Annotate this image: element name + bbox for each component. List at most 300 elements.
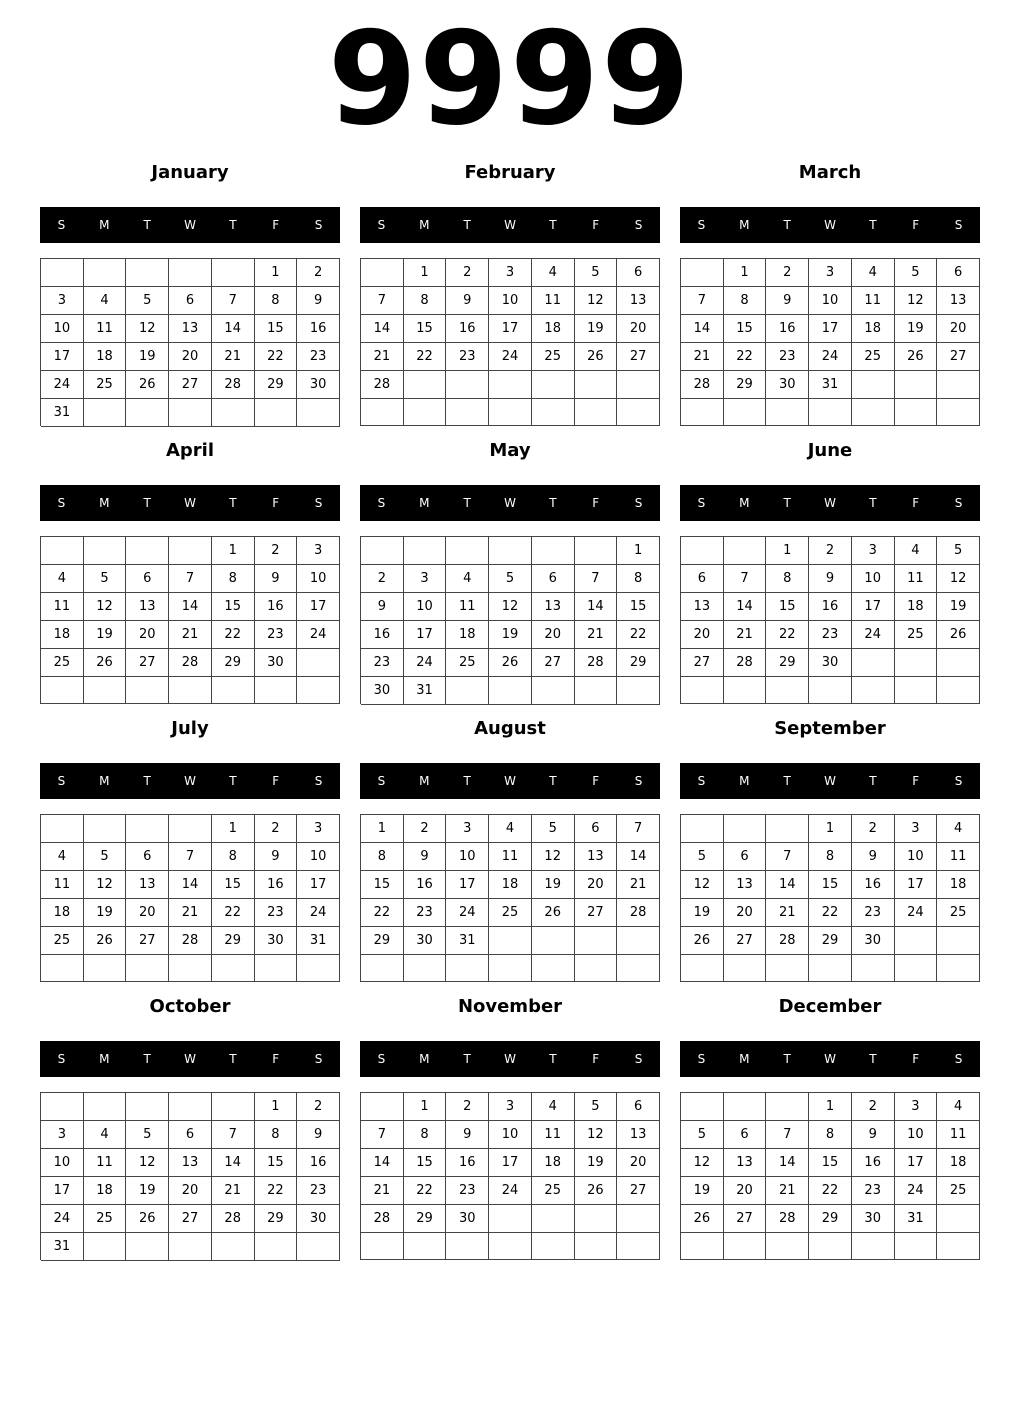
- weekday-label: M: [739, 218, 750, 232]
- empty-day-cell: [84, 259, 127, 287]
- empty-day-cell: [489, 955, 532, 982]
- weekday-label: S: [57, 1052, 66, 1066]
- weekday-label: T: [783, 218, 791, 232]
- empty-day-cell: [126, 1233, 169, 1261]
- day-cell: 11: [937, 1121, 980, 1149]
- day-cell: 22: [361, 899, 404, 927]
- month-name: November: [457, 996, 563, 1017]
- day-cell: 7: [361, 1121, 404, 1149]
- day-cell: 10: [41, 1149, 84, 1177]
- day-cell: 16: [404, 871, 447, 899]
- day-cell: 5: [937, 537, 980, 565]
- weekday-header: [360, 763, 660, 799]
- day-cell: 14: [617, 843, 660, 871]
- day-cell: 16: [297, 315, 340, 343]
- weekday-header: [680, 1041, 980, 1077]
- day-cell: 28: [169, 649, 212, 677]
- day-cell: 22: [766, 621, 809, 649]
- day-cell: 4: [84, 287, 127, 315]
- day-cell: 18: [84, 1177, 127, 1205]
- day-cell: 6: [126, 843, 169, 871]
- weekday-label: S: [634, 218, 643, 232]
- weekday-label: M: [419, 774, 430, 788]
- day-cell: 17: [489, 1149, 532, 1177]
- weekday-label: W: [504, 774, 516, 788]
- day-cell: 26: [489, 649, 532, 677]
- day-cell: 13: [169, 1149, 212, 1177]
- day-cell: 23: [361, 649, 404, 677]
- weekday-header: [40, 207, 340, 243]
- weekday-label: T: [463, 1052, 471, 1066]
- day-cell: 2: [361, 565, 404, 593]
- day-cell: 8: [255, 287, 298, 315]
- empty-day-cell: [297, 677, 340, 704]
- day-cell: 20: [169, 1177, 212, 1205]
- day-cell: 4: [532, 1093, 575, 1121]
- month-name: May: [489, 440, 531, 461]
- empty-day-cell: [617, 1233, 660, 1260]
- weekday-label: T: [143, 774, 151, 788]
- month-july: [40, 717, 340, 987]
- day-cell: 3: [404, 565, 447, 593]
- empty-day-cell: [126, 1093, 169, 1121]
- empty-day-cell: [724, 815, 767, 843]
- empty-day-cell: [404, 955, 447, 982]
- day-cell: 21: [724, 621, 767, 649]
- day-cell: 19: [895, 315, 938, 343]
- day-cell: 12: [575, 1121, 618, 1149]
- weekday-label: F: [592, 218, 600, 232]
- day-cell: 24: [489, 343, 532, 371]
- day-cell: 30: [361, 677, 404, 705]
- day-cell: 30: [852, 1205, 895, 1233]
- day-cell: 26: [84, 649, 127, 677]
- day-cell: 8: [404, 287, 447, 315]
- day-cell: 5: [84, 843, 127, 871]
- day-cell: 10: [489, 1121, 532, 1149]
- day-cell: 22: [617, 621, 660, 649]
- day-cell: 24: [446, 899, 489, 927]
- month-november: [360, 995, 660, 1265]
- empty-day-cell: [532, 1233, 575, 1260]
- day-cell: 16: [297, 1149, 340, 1177]
- empty-day-cell: [297, 399, 340, 427]
- empty-day-cell: [809, 1233, 852, 1260]
- day-cell: 23: [809, 621, 852, 649]
- day-cell: 10: [41, 315, 84, 343]
- day-cell: 9: [404, 843, 447, 871]
- day-cell: 7: [169, 565, 212, 593]
- day-cell: 18: [532, 315, 575, 343]
- day-cell: 23: [297, 343, 340, 371]
- day-cell: 5: [84, 565, 127, 593]
- day-cell: 20: [617, 315, 660, 343]
- year-title: 9999: [327, 5, 693, 154]
- day-cell: 3: [489, 259, 532, 287]
- day-cell: 30: [852, 927, 895, 955]
- day-cell: 16: [255, 871, 298, 899]
- weekday-label: T: [229, 218, 237, 232]
- day-cell: 16: [446, 315, 489, 343]
- day-cell: 14: [766, 871, 809, 899]
- day-cell: 3: [297, 537, 340, 565]
- day-cell: 5: [532, 815, 575, 843]
- day-cell: 16: [446, 1149, 489, 1177]
- day-cell: 26: [575, 343, 618, 371]
- empty-day-cell: [404, 399, 447, 426]
- day-cell: 15: [724, 315, 767, 343]
- day-cell: 5: [575, 1093, 618, 1121]
- empty-day-cell: [212, 1233, 255, 1261]
- day-cell: 3: [895, 815, 938, 843]
- day-cell: 21: [169, 621, 212, 649]
- day-cell: 22: [255, 343, 298, 371]
- day-cell: 2: [446, 1093, 489, 1121]
- day-cell: 28: [212, 371, 255, 399]
- empty-day-cell: [84, 1233, 127, 1261]
- day-cell: 3: [809, 259, 852, 287]
- day-cell: 19: [575, 1149, 618, 1177]
- empty-day-cell: [852, 371, 895, 399]
- day-cell: 2: [766, 259, 809, 287]
- weekday-label: W: [824, 774, 836, 788]
- day-cell: 8: [404, 1121, 447, 1149]
- day-cell: 7: [169, 843, 212, 871]
- empty-day-cell: [361, 1233, 404, 1260]
- weekday-label: S: [954, 218, 963, 232]
- empty-day-cell: [895, 927, 938, 955]
- day-cell: 29: [404, 1205, 447, 1233]
- empty-day-cell: [852, 677, 895, 704]
- weekday-header: [360, 1041, 660, 1077]
- day-cell: 1: [617, 537, 660, 565]
- day-cell: 21: [766, 1177, 809, 1205]
- weekday-label: T: [229, 774, 237, 788]
- empty-day-cell: [41, 259, 84, 287]
- day-cell: 22: [212, 621, 255, 649]
- day-cell: 13: [617, 1121, 660, 1149]
- day-cell: 8: [617, 565, 660, 593]
- day-cell: 8: [809, 1121, 852, 1149]
- day-cell: 4: [446, 565, 489, 593]
- day-cell: 10: [895, 1121, 938, 1149]
- day-cell: 17: [852, 593, 895, 621]
- day-cell: 29: [212, 649, 255, 677]
- empty-day-cell: [212, 1093, 255, 1121]
- weekday-label: S: [377, 496, 386, 510]
- day-cell: 27: [617, 1177, 660, 1205]
- day-cell: 23: [404, 899, 447, 927]
- month-may: [360, 439, 660, 709]
- weekday-label: S: [697, 218, 706, 232]
- day-cell: 13: [724, 871, 767, 899]
- empty-day-cell: [446, 677, 489, 705]
- day-cell: 21: [361, 343, 404, 371]
- day-cell: 2: [852, 815, 895, 843]
- day-cell: 17: [895, 1149, 938, 1177]
- day-cell: 18: [937, 1149, 980, 1177]
- weekday-label: M: [99, 1052, 110, 1066]
- day-cell: 18: [41, 621, 84, 649]
- empty-day-cell: [212, 677, 255, 704]
- day-cell: 26: [126, 371, 169, 399]
- day-cell: 28: [169, 927, 212, 955]
- day-cell: 24: [489, 1177, 532, 1205]
- day-cell: 24: [404, 649, 447, 677]
- weekday-label: S: [954, 1052, 963, 1066]
- day-cell: 26: [84, 927, 127, 955]
- day-cell: 9: [446, 1121, 489, 1149]
- empty-day-cell: [446, 955, 489, 982]
- day-cell: 28: [766, 927, 809, 955]
- day-cell: 16: [361, 621, 404, 649]
- day-cell: 29: [255, 371, 298, 399]
- empty-day-cell: [532, 537, 575, 565]
- day-cell: 19: [126, 343, 169, 371]
- day-cell: 26: [681, 927, 724, 955]
- day-cell: 7: [766, 1121, 809, 1149]
- day-cell: 24: [297, 899, 340, 927]
- weekday-label: F: [912, 1052, 920, 1066]
- weekday-label: W: [824, 218, 836, 232]
- day-cell: 22: [255, 1177, 298, 1205]
- empty-day-cell: [766, 677, 809, 704]
- empty-day-cell: [724, 537, 767, 565]
- day-cell: 14: [681, 315, 724, 343]
- empty-day-cell: [489, 537, 532, 565]
- weekday-label: F: [592, 774, 600, 788]
- empty-day-cell: [532, 1205, 575, 1233]
- day-cell: 11: [446, 593, 489, 621]
- weekday-label: T: [463, 496, 471, 510]
- weekday-label: S: [377, 774, 386, 788]
- weekday-label: M: [99, 774, 110, 788]
- day-cell: 27: [169, 371, 212, 399]
- day-cell: 23: [297, 1177, 340, 1205]
- day-cell: 22: [809, 1177, 852, 1205]
- day-cell: 24: [41, 1205, 84, 1233]
- day-cell: 1: [766, 537, 809, 565]
- day-cell: 25: [852, 343, 895, 371]
- empty-day-cell: [84, 677, 127, 704]
- day-cell: 1: [212, 537, 255, 565]
- day-cell: 6: [724, 1121, 767, 1149]
- empty-day-cell: [41, 955, 84, 982]
- month-september: [680, 717, 980, 987]
- day-cell: 24: [297, 621, 340, 649]
- month-name: April: [165, 440, 215, 461]
- day-cell: 11: [41, 871, 84, 899]
- day-cell: 2: [852, 1093, 895, 1121]
- day-cell: 15: [255, 315, 298, 343]
- days-grid: [40, 1092, 340, 1260]
- day-cell: 17: [297, 871, 340, 899]
- day-cell: 7: [681, 287, 724, 315]
- weekday-label: S: [634, 1052, 643, 1066]
- day-cell: 3: [297, 815, 340, 843]
- day-cell: 26: [895, 343, 938, 371]
- empty-day-cell: [895, 955, 938, 982]
- day-cell: 17: [41, 1177, 84, 1205]
- month-name: June: [807, 440, 853, 461]
- empty-day-cell: [41, 677, 84, 704]
- day-cell: 2: [255, 815, 298, 843]
- weekday-label: S: [314, 1052, 323, 1066]
- day-cell: 6: [617, 1093, 660, 1121]
- day-cell: 13: [169, 315, 212, 343]
- day-cell: 28: [681, 371, 724, 399]
- weekday-label: W: [184, 1052, 196, 1066]
- day-cell: 2: [255, 537, 298, 565]
- day-cell: 28: [212, 1205, 255, 1233]
- weekday-label: T: [869, 774, 877, 788]
- day-cell: 12: [126, 315, 169, 343]
- weekday-header: [360, 207, 660, 243]
- empty-day-cell: [169, 399, 212, 427]
- day-cell: 11: [84, 315, 127, 343]
- empty-day-cell: [297, 649, 340, 677]
- day-cell: 13: [617, 287, 660, 315]
- day-cell: 14: [169, 871, 212, 899]
- empty-day-cell: [937, 955, 980, 982]
- weekday-label: T: [143, 218, 151, 232]
- day-cell: 5: [575, 259, 618, 287]
- empty-day-cell: [617, 1205, 660, 1233]
- day-cell: 17: [489, 315, 532, 343]
- weekday-label: T: [783, 1052, 791, 1066]
- empty-day-cell: [724, 1233, 767, 1260]
- day-cell: 5: [895, 259, 938, 287]
- day-cell: 27: [681, 649, 724, 677]
- empty-day-cell: [126, 815, 169, 843]
- empty-day-cell: [852, 649, 895, 677]
- day-cell: 1: [724, 259, 767, 287]
- weekday-label: W: [504, 496, 516, 510]
- day-cell: 21: [169, 899, 212, 927]
- weekday-label: S: [697, 496, 706, 510]
- day-cell: 30: [255, 649, 298, 677]
- day-cell: 6: [724, 843, 767, 871]
- day-cell: 27: [532, 649, 575, 677]
- month-name: January: [151, 162, 229, 183]
- day-cell: 4: [895, 537, 938, 565]
- empty-day-cell: [532, 927, 575, 955]
- month-name: February: [464, 162, 556, 183]
- empty-day-cell: [361, 537, 404, 565]
- month-march: [680, 161, 980, 431]
- day-cell: 13: [681, 593, 724, 621]
- day-cell: 31: [895, 1205, 938, 1233]
- empty-day-cell: [895, 371, 938, 399]
- empty-day-cell: [575, 677, 618, 705]
- day-cell: 25: [41, 927, 84, 955]
- weekday-label: M: [739, 774, 750, 788]
- day-cell: 9: [766, 287, 809, 315]
- empty-day-cell: [937, 677, 980, 704]
- day-cell: 26: [937, 621, 980, 649]
- weekday-label: F: [912, 496, 920, 510]
- day-cell: 9: [809, 565, 852, 593]
- day-cell: 25: [446, 649, 489, 677]
- day-cell: 11: [852, 287, 895, 315]
- empty-day-cell: [852, 955, 895, 982]
- weekday-header: [40, 1041, 340, 1077]
- empty-day-cell: [489, 677, 532, 705]
- day-cell: 11: [532, 287, 575, 315]
- day-cell: 11: [41, 593, 84, 621]
- day-cell: 5: [681, 1121, 724, 1149]
- weekday-label: T: [229, 496, 237, 510]
- weekday-label: T: [549, 1052, 557, 1066]
- day-cell: 26: [681, 1205, 724, 1233]
- day-cell: 6: [126, 565, 169, 593]
- empty-day-cell: [895, 1233, 938, 1260]
- day-cell: 10: [852, 565, 895, 593]
- weekday-label: W: [184, 774, 196, 788]
- day-cell: 29: [809, 927, 852, 955]
- empty-day-cell: [895, 677, 938, 704]
- day-cell: 4: [852, 259, 895, 287]
- weekday-label: F: [272, 218, 280, 232]
- day-cell: 4: [489, 815, 532, 843]
- day-cell: 12: [575, 287, 618, 315]
- weekday-label: T: [463, 218, 471, 232]
- empty-day-cell: [255, 677, 298, 704]
- days-grid: [360, 814, 660, 982]
- day-cell: 25: [489, 899, 532, 927]
- day-cell: 4: [41, 565, 84, 593]
- empty-day-cell: [724, 1093, 767, 1121]
- day-cell: 15: [212, 871, 255, 899]
- weekday-header: [680, 763, 980, 799]
- day-cell: 25: [532, 343, 575, 371]
- day-cell: 15: [404, 315, 447, 343]
- day-cell: 21: [212, 1177, 255, 1205]
- empty-day-cell: [681, 537, 724, 565]
- day-cell: 2: [809, 537, 852, 565]
- empty-day-cell: [681, 399, 724, 426]
- empty-day-cell: [617, 677, 660, 705]
- day-cell: 18: [937, 871, 980, 899]
- empty-day-cell: [126, 399, 169, 427]
- day-cell: 1: [361, 815, 404, 843]
- empty-day-cell: [361, 259, 404, 287]
- day-cell: 8: [724, 287, 767, 315]
- day-cell: 27: [937, 343, 980, 371]
- day-cell: 19: [575, 315, 618, 343]
- days-grid: [360, 536, 660, 704]
- day-cell: 24: [895, 1177, 938, 1205]
- day-cell: 3: [41, 1121, 84, 1149]
- days-grid: [360, 1092, 660, 1260]
- day-cell: 19: [681, 1177, 724, 1205]
- empty-day-cell: [895, 399, 938, 426]
- weekday-label: T: [229, 1052, 237, 1066]
- day-cell: 20: [169, 343, 212, 371]
- day-cell: 6: [169, 287, 212, 315]
- day-cell: 30: [297, 371, 340, 399]
- weekday-label: S: [57, 496, 66, 510]
- day-cell: 21: [575, 621, 618, 649]
- month-name: September: [774, 718, 886, 739]
- day-cell: 12: [895, 287, 938, 315]
- day-cell: 9: [255, 843, 298, 871]
- month-name: August: [474, 718, 546, 739]
- day-cell: 14: [169, 593, 212, 621]
- empty-day-cell: [41, 815, 84, 843]
- empty-day-cell: [84, 537, 127, 565]
- empty-day-cell: [809, 955, 852, 982]
